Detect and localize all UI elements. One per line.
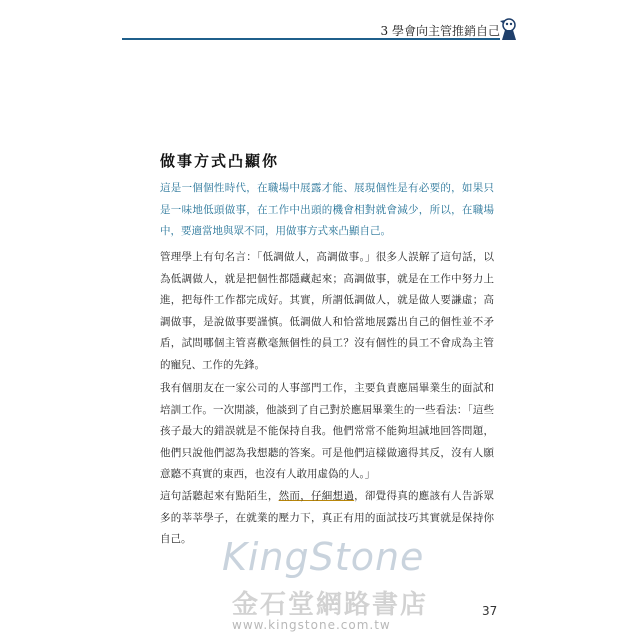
section-title: 做事方式凸顯你 <box>160 152 280 170</box>
watermark-url: www.kingstone.com.tw <box>232 618 391 632</box>
mascot-icon <box>497 16 521 42</box>
body-paragraph-2: 我有個朋友在一家公司的人事部門工作，主要負責應屆畢業生的面試和培訓工作。一次閒談，他談到了自己對於應屆畢業生的一些看法：「這些孩子最大的錯誤就是不能保持自我。他們常常不能夠坦誠地回答問題，他們只說他們認為我想聽的答案。可是他們這樣做適得其反，沒有人願意聽不真實的東西，也沒有人敢用虛偽的人。」 <box>160 382 494 480</box>
underlined-phrase: 然而，仔細想過 <box>278 490 355 502</box>
paragraph-3-end: ，卻覺得真的應該有人告訴眾多的莘莘學子，在就業的壓力下，真正有用的面試技巧其實就是保持你自己。 <box>160 490 495 545</box>
paragraph-3-start: 這句話聽起來有點陌生， <box>160 490 279 502</box>
body-paragraph-1: 管理學上有句名言：「低調做人，高調做事。」很多人誤解了這句話，以為低調做人，就是把個性都隱藏起來；高調做事，就是在工作中努力上進，把每件工作都完成好。其實，所謂低調做人，就是做人要謙虛；高調做事，是說做事要謹慎。低調做人和恰當地展露出自己的個性並不矛盾，試問哪個主管喜歡毫無個性的員工？沒有個性的員工不會成為主管的寵兒、工作的先鋒。 <box>160 251 494 371</box>
watermark-chinese: 金石堂網路書店 <box>232 590 429 620</box>
page-number: 37 <box>482 604 498 618</box>
running-head: 3 學會向主管推銷自己 <box>380 24 500 38</box>
intro-paragraph: 這是一個個性時代，在職場中展露才能、展現個性是有必要的，如果只是一味地低頭做事，在工作中出頭的機會相對就會減少，所以，在職場中，要適當地與眾不同，用做事方式來凸顯自己。 <box>160 182 494 237</box>
watermark-brand: KingStone <box>222 535 425 579</box>
